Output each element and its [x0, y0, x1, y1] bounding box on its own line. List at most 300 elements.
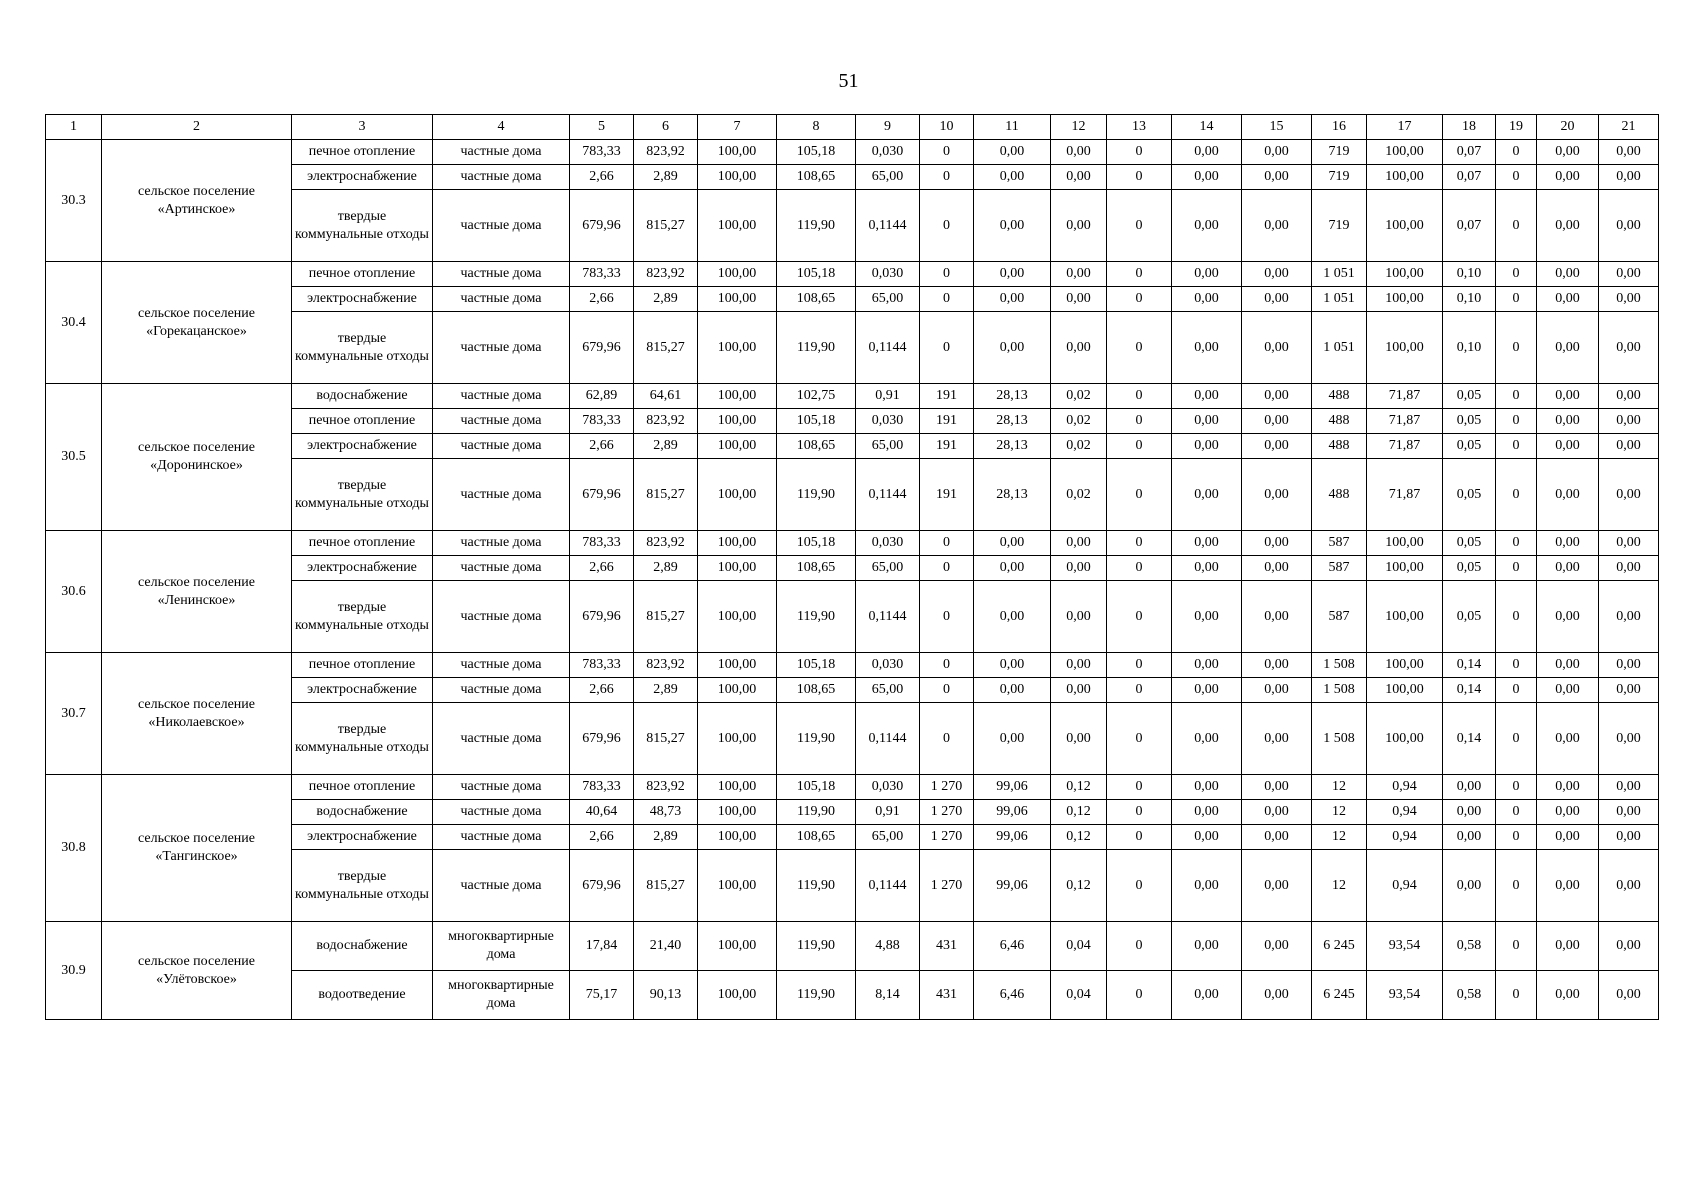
- service-cell: твердые коммунальные отходы: [292, 581, 433, 653]
- value-cell: 191: [920, 434, 974, 459]
- value-cell: 0,1144: [856, 190, 920, 262]
- value-cell: 0,00: [1599, 800, 1659, 825]
- value-cell: 100,00: [1367, 190, 1443, 262]
- value-cell: 0,00: [1172, 850, 1242, 922]
- value-cell: 823,92: [634, 531, 698, 556]
- table-row: [46, 140, 1659, 165]
- value-cell: 0,10: [1443, 262, 1496, 287]
- service-cell: твердые коммунальные отходы: [292, 190, 433, 262]
- value-cell: 0,00: [1537, 678, 1599, 703]
- value-cell: 0: [1496, 312, 1537, 384]
- table-row: [46, 775, 1659, 800]
- value-cell: 100,00: [698, 190, 777, 262]
- value-cell: 823,92: [634, 653, 698, 678]
- value-cell: 0: [1107, 190, 1172, 262]
- service-cell: печное отопление: [292, 775, 433, 800]
- value-cell: 0,02: [1051, 434, 1107, 459]
- settlement-name-cell: сельское поселение «Николаевское»: [102, 653, 292, 775]
- value-cell: 100,00: [1367, 287, 1443, 312]
- value-cell: 4,88: [856, 922, 920, 971]
- value-cell: 17,84: [570, 922, 634, 971]
- value-cell: 0: [920, 287, 974, 312]
- value-cell: 0,00: [974, 262, 1051, 287]
- value-cell: 0,00: [1242, 262, 1312, 287]
- table-row: [46, 922, 1659, 971]
- value-cell: 0,00: [974, 703, 1051, 775]
- housing-type-cell: многоквартирные дома: [433, 922, 570, 971]
- value-cell: 0,00: [1242, 165, 1312, 190]
- value-cell: 0,02: [1051, 409, 1107, 434]
- value-cell: 119,90: [777, 850, 856, 922]
- value-cell: 0,00: [1599, 287, 1659, 312]
- value-cell: 0: [920, 703, 974, 775]
- value-cell: 65,00: [856, 165, 920, 190]
- value-cell: 28,13: [974, 459, 1051, 531]
- value-cell: 0: [1496, 531, 1537, 556]
- value-cell: 0,00: [1242, 190, 1312, 262]
- value-cell: 679,96: [570, 312, 634, 384]
- value-cell: 100,00: [698, 800, 777, 825]
- value-cell: 105,18: [777, 653, 856, 678]
- value-cell: 0,00: [1172, 653, 1242, 678]
- housing-type-cell: частные дома: [433, 703, 570, 775]
- value-cell: 0: [1496, 434, 1537, 459]
- header-cell: 6: [634, 115, 698, 140]
- value-cell: 0: [920, 678, 974, 703]
- value-cell: 0,00: [974, 531, 1051, 556]
- value-cell: 108,65: [777, 556, 856, 581]
- value-cell: 0: [1496, 409, 1537, 434]
- value-cell: 0,94: [1367, 800, 1443, 825]
- header-cell: 3: [292, 115, 433, 140]
- service-cell: твердые коммунальные отходы: [292, 312, 433, 384]
- value-cell: 0: [1107, 922, 1172, 971]
- value-cell: 28,13: [974, 409, 1051, 434]
- value-cell: 0,05: [1443, 434, 1496, 459]
- value-cell: 0,04: [1051, 922, 1107, 971]
- value-cell: 100,00: [1367, 556, 1443, 581]
- value-cell: 0,00: [1537, 775, 1599, 800]
- value-cell: 0,00: [1242, 850, 1312, 922]
- value-cell: 0: [1496, 581, 1537, 653]
- housing-type-cell: частные дома: [433, 556, 570, 581]
- value-cell: 2,66: [570, 165, 634, 190]
- value-cell: 0: [920, 190, 974, 262]
- header-cell: 17: [1367, 115, 1443, 140]
- value-cell: 0: [1107, 434, 1172, 459]
- value-cell: 0,00: [1599, 312, 1659, 384]
- value-cell: 119,90: [777, 971, 856, 1020]
- value-cell: 75,17: [570, 971, 634, 1020]
- value-cell: 0,00: [1172, 581, 1242, 653]
- value-cell: 0,00: [1599, 140, 1659, 165]
- value-cell: 0,12: [1051, 775, 1107, 800]
- value-cell: 108,65: [777, 678, 856, 703]
- value-cell: 0,02: [1051, 384, 1107, 409]
- value-cell: 0,1144: [856, 850, 920, 922]
- value-cell: 0,94: [1367, 850, 1443, 922]
- value-cell: 0,00: [1051, 262, 1107, 287]
- value-cell: 0,00: [1599, 825, 1659, 850]
- value-cell: 1 508: [1312, 653, 1367, 678]
- value-cell: 99,06: [974, 825, 1051, 850]
- value-cell: 0,10: [1443, 312, 1496, 384]
- value-cell: 0: [1107, 312, 1172, 384]
- housing-type-cell: частные дома: [433, 531, 570, 556]
- value-cell: 119,90: [777, 459, 856, 531]
- value-cell: 0,00: [1051, 678, 1107, 703]
- value-cell: 0,00: [1242, 287, 1312, 312]
- service-cell: водоотведение: [292, 971, 433, 1020]
- value-cell: 0,00: [1537, 581, 1599, 653]
- value-cell: 0,00: [1443, 775, 1496, 800]
- value-cell: 1 508: [1312, 703, 1367, 775]
- value-cell: 587: [1312, 556, 1367, 581]
- value-cell: 2,66: [570, 287, 634, 312]
- value-cell: 0: [1496, 262, 1537, 287]
- value-cell: 783,33: [570, 262, 634, 287]
- value-cell: 823,92: [634, 775, 698, 800]
- value-cell: 100,00: [1367, 653, 1443, 678]
- value-cell: 100,00: [698, 678, 777, 703]
- settlement-name-cell: сельское поселение «Ленинское»: [102, 531, 292, 653]
- value-cell: 823,92: [634, 140, 698, 165]
- value-cell: 815,27: [634, 581, 698, 653]
- value-cell: 100,00: [1367, 262, 1443, 287]
- value-cell: 0,00: [1172, 140, 1242, 165]
- housing-type-cell: частные дома: [433, 678, 570, 703]
- value-cell: 0,05: [1443, 581, 1496, 653]
- housing-type-cell: частные дома: [433, 287, 570, 312]
- value-cell: 100,00: [698, 850, 777, 922]
- value-cell: 0,00: [1172, 800, 1242, 825]
- value-cell: 815,27: [634, 190, 698, 262]
- value-cell: 48,73: [634, 800, 698, 825]
- value-cell: 0: [1107, 678, 1172, 703]
- value-cell: 0: [920, 581, 974, 653]
- value-cell: 0,00: [974, 653, 1051, 678]
- housing-type-cell: частные дома: [433, 775, 570, 800]
- settlement-name-cell: сельское поселение «Тангинское»: [102, 775, 292, 922]
- settlement-name-cell: сельское поселение «Горекацанское»: [102, 262, 292, 384]
- service-cell: электроснабжение: [292, 825, 433, 850]
- value-cell: 679,96: [570, 850, 634, 922]
- header-cell: 12: [1051, 115, 1107, 140]
- value-cell: 191: [920, 384, 974, 409]
- value-cell: 100,00: [1367, 678, 1443, 703]
- value-cell: 1 051: [1312, 262, 1367, 287]
- value-cell: 823,92: [634, 409, 698, 434]
- value-cell: 0,030: [856, 262, 920, 287]
- value-cell: 0,00: [1599, 409, 1659, 434]
- value-cell: 0: [1107, 800, 1172, 825]
- value-cell: 783,33: [570, 653, 634, 678]
- value-cell: 0,02: [1051, 459, 1107, 531]
- value-cell: 99,06: [974, 850, 1051, 922]
- value-cell: 0,14: [1443, 678, 1496, 703]
- header-cell: 14: [1172, 115, 1242, 140]
- header-cell: 11: [974, 115, 1051, 140]
- value-cell: 0,12: [1051, 850, 1107, 922]
- housing-type-cell: частные дома: [433, 409, 570, 434]
- value-cell: 119,90: [777, 703, 856, 775]
- value-cell: 0,07: [1443, 140, 1496, 165]
- value-cell: 0,05: [1443, 409, 1496, 434]
- header-cell: 1: [46, 115, 102, 140]
- value-cell: 100,00: [1367, 312, 1443, 384]
- table-row: [46, 531, 1659, 556]
- value-cell: 100,00: [1367, 581, 1443, 653]
- value-cell: 105,18: [777, 775, 856, 800]
- value-cell: 0,030: [856, 409, 920, 434]
- value-cell: 0,00: [974, 140, 1051, 165]
- value-cell: 0,14: [1443, 703, 1496, 775]
- value-cell: 2,89: [634, 434, 698, 459]
- value-cell: 6 245: [1312, 971, 1367, 1020]
- value-cell: 2,66: [570, 434, 634, 459]
- value-cell: 0,00: [1242, 971, 1312, 1020]
- value-cell: 0,00: [1537, 190, 1599, 262]
- service-cell: водоснабжение: [292, 800, 433, 825]
- value-cell: 28,13: [974, 384, 1051, 409]
- value-cell: 1 270: [920, 800, 974, 825]
- value-cell: 108,65: [777, 287, 856, 312]
- value-cell: 1 508: [1312, 678, 1367, 703]
- table-row: [46, 653, 1659, 678]
- value-cell: 0,00: [1599, 459, 1659, 531]
- value-cell: 108,65: [777, 165, 856, 190]
- value-cell: 119,90: [777, 581, 856, 653]
- value-cell: 119,90: [777, 800, 856, 825]
- value-cell: 6,46: [974, 971, 1051, 1020]
- service-cell: печное отопление: [292, 531, 433, 556]
- value-cell: 100,00: [698, 165, 777, 190]
- housing-type-cell: частные дома: [433, 800, 570, 825]
- value-cell: 0,00: [1242, 775, 1312, 800]
- value-cell: 0,00: [1599, 434, 1659, 459]
- value-cell: 0,00: [1242, 922, 1312, 971]
- housing-type-cell: частные дома: [433, 434, 570, 459]
- value-cell: 0: [1496, 825, 1537, 850]
- value-cell: 1 270: [920, 825, 974, 850]
- header-cell: 15: [1242, 115, 1312, 140]
- value-cell: 0,07: [1443, 190, 1496, 262]
- value-cell: 0: [920, 140, 974, 165]
- housing-type-cell: частные дома: [433, 165, 570, 190]
- header-cell: 8: [777, 115, 856, 140]
- value-cell: 0: [1107, 287, 1172, 312]
- value-cell: 0,00: [1242, 825, 1312, 850]
- table-row: [46, 384, 1659, 409]
- value-cell: 823,92: [634, 262, 698, 287]
- value-cell: 0,00: [1172, 703, 1242, 775]
- value-cell: 0,00: [1242, 556, 1312, 581]
- value-cell: 2,89: [634, 165, 698, 190]
- value-cell: 0,00: [974, 581, 1051, 653]
- value-cell: 105,18: [777, 262, 856, 287]
- value-cell: 431: [920, 922, 974, 971]
- value-cell: 100,00: [698, 703, 777, 775]
- value-cell: 0: [1496, 287, 1537, 312]
- value-cell: 0,00: [1599, 971, 1659, 1020]
- value-cell: 0: [1496, 703, 1537, 775]
- value-cell: 0: [920, 262, 974, 287]
- service-cell: печное отопление: [292, 409, 433, 434]
- value-cell: 0: [920, 531, 974, 556]
- value-cell: 0,00: [974, 165, 1051, 190]
- header-cell: 18: [1443, 115, 1496, 140]
- value-cell: 587: [1312, 581, 1367, 653]
- value-cell: 0,00: [1537, 434, 1599, 459]
- value-cell: 0: [1496, 922, 1537, 971]
- value-cell: 783,33: [570, 531, 634, 556]
- value-cell: 0,00: [1172, 556, 1242, 581]
- value-cell: 0: [1107, 775, 1172, 800]
- value-cell: 2,89: [634, 825, 698, 850]
- value-cell: 100,00: [698, 140, 777, 165]
- value-cell: 12: [1312, 800, 1367, 825]
- value-cell: 0,030: [856, 140, 920, 165]
- header-cell: 5: [570, 115, 634, 140]
- value-cell: 815,27: [634, 850, 698, 922]
- value-cell: 40,64: [570, 800, 634, 825]
- value-cell: 0,1144: [856, 703, 920, 775]
- housing-type-cell: частные дома: [433, 850, 570, 922]
- value-cell: 0,00: [1242, 800, 1312, 825]
- value-cell: 0,00: [1242, 384, 1312, 409]
- value-cell: 0,94: [1367, 775, 1443, 800]
- value-cell: 0: [1107, 262, 1172, 287]
- value-cell: 100,00: [1367, 165, 1443, 190]
- settlement-name-cell: сельское поселение «Улётовское»: [102, 922, 292, 1020]
- value-cell: 0: [1107, 459, 1172, 531]
- value-cell: 0,00: [1599, 190, 1659, 262]
- value-cell: 0,1144: [856, 581, 920, 653]
- value-cell: 0: [1496, 384, 1537, 409]
- value-cell: 431: [920, 971, 974, 1020]
- value-cell: 0,00: [1051, 165, 1107, 190]
- value-cell: 0,00: [1537, 140, 1599, 165]
- value-cell: 0,1144: [856, 459, 920, 531]
- value-cell: 2,66: [570, 825, 634, 850]
- value-cell: 783,33: [570, 775, 634, 800]
- value-cell: 0,58: [1443, 922, 1496, 971]
- service-cell: твердые коммунальные отходы: [292, 703, 433, 775]
- housing-type-cell: частные дома: [433, 312, 570, 384]
- value-cell: 679,96: [570, 190, 634, 262]
- value-cell: 108,65: [777, 434, 856, 459]
- value-cell: 0: [1496, 140, 1537, 165]
- service-cell: печное отопление: [292, 140, 433, 165]
- settlement-name-cell: сельское поселение «Доронинское»: [102, 384, 292, 531]
- value-cell: 0,00: [1172, 678, 1242, 703]
- value-cell: 0,00: [1537, 531, 1599, 556]
- value-cell: 0,00: [1172, 434, 1242, 459]
- value-cell: 71,87: [1367, 459, 1443, 531]
- value-cell: 100,00: [698, 262, 777, 287]
- settlement-name-cell: сельское поселение «Артинское»: [102, 140, 292, 262]
- value-cell: 719: [1312, 165, 1367, 190]
- value-cell: 0,00: [974, 678, 1051, 703]
- value-cell: 0: [1496, 800, 1537, 825]
- value-cell: 0: [1496, 775, 1537, 800]
- value-cell: 0,00: [1172, 287, 1242, 312]
- group-id-cell: 30.4: [46, 262, 102, 384]
- value-cell: 0: [1107, 384, 1172, 409]
- value-cell: 64,61: [634, 384, 698, 409]
- value-cell: 100,00: [698, 459, 777, 531]
- value-cell: 0,00: [1599, 556, 1659, 581]
- value-cell: 0,00: [1051, 703, 1107, 775]
- value-cell: 65,00: [856, 287, 920, 312]
- value-cell: 0,00: [1599, 165, 1659, 190]
- value-cell: 0,00: [1537, 556, 1599, 581]
- value-cell: 0,12: [1051, 800, 1107, 825]
- value-cell: 0,00: [1443, 825, 1496, 850]
- value-cell: 0,00: [1537, 653, 1599, 678]
- value-cell: 65,00: [856, 825, 920, 850]
- value-cell: 2,66: [570, 678, 634, 703]
- value-cell: 0,00: [1599, 262, 1659, 287]
- value-cell: 2,89: [634, 678, 698, 703]
- header-cell: 16: [1312, 115, 1367, 140]
- value-cell: 0,00: [1537, 312, 1599, 384]
- value-cell: 0: [1107, 653, 1172, 678]
- value-cell: 105,18: [777, 531, 856, 556]
- value-cell: 100,00: [1367, 703, 1443, 775]
- value-cell: 0: [1496, 459, 1537, 531]
- value-cell: 0,00: [1599, 703, 1659, 775]
- value-cell: 0,00: [1443, 800, 1496, 825]
- value-cell: 0,94: [1367, 825, 1443, 850]
- value-cell: 100,00: [1367, 140, 1443, 165]
- value-cell: 0,00: [1443, 850, 1496, 922]
- value-cell: 0: [920, 312, 974, 384]
- value-cell: 0,58: [1443, 971, 1496, 1020]
- value-cell: 0,030: [856, 653, 920, 678]
- value-cell: 0,00: [1242, 581, 1312, 653]
- value-cell: 783,33: [570, 140, 634, 165]
- value-cell: 0,12: [1051, 825, 1107, 850]
- header-cell: 13: [1107, 115, 1172, 140]
- value-cell: 0: [1496, 165, 1537, 190]
- group-id-cell: 30.9: [46, 922, 102, 1020]
- value-cell: 0,00: [1051, 190, 1107, 262]
- value-cell: 0,00: [1537, 459, 1599, 531]
- value-cell: 0: [1107, 825, 1172, 850]
- housing-type-cell: частные дома: [433, 653, 570, 678]
- value-cell: 0,00: [1537, 800, 1599, 825]
- service-cell: электроснабжение: [292, 165, 433, 190]
- value-cell: 0,00: [1051, 653, 1107, 678]
- service-cell: печное отопление: [292, 262, 433, 287]
- value-cell: 488: [1312, 434, 1367, 459]
- value-cell: 815,27: [634, 459, 698, 531]
- value-cell: 100,00: [698, 581, 777, 653]
- value-cell: 8,14: [856, 971, 920, 1020]
- header-cell: 7: [698, 115, 777, 140]
- service-cell: печное отопление: [292, 653, 433, 678]
- value-cell: 0,030: [856, 531, 920, 556]
- header-cell: 2: [102, 115, 292, 140]
- value-cell: 488: [1312, 384, 1367, 409]
- header-cell: 19: [1496, 115, 1537, 140]
- value-cell: 0,00: [1537, 287, 1599, 312]
- value-cell: 90,13: [634, 971, 698, 1020]
- value-cell: 0: [1107, 531, 1172, 556]
- value-cell: 0,14: [1443, 653, 1496, 678]
- value-cell: 0,00: [1599, 384, 1659, 409]
